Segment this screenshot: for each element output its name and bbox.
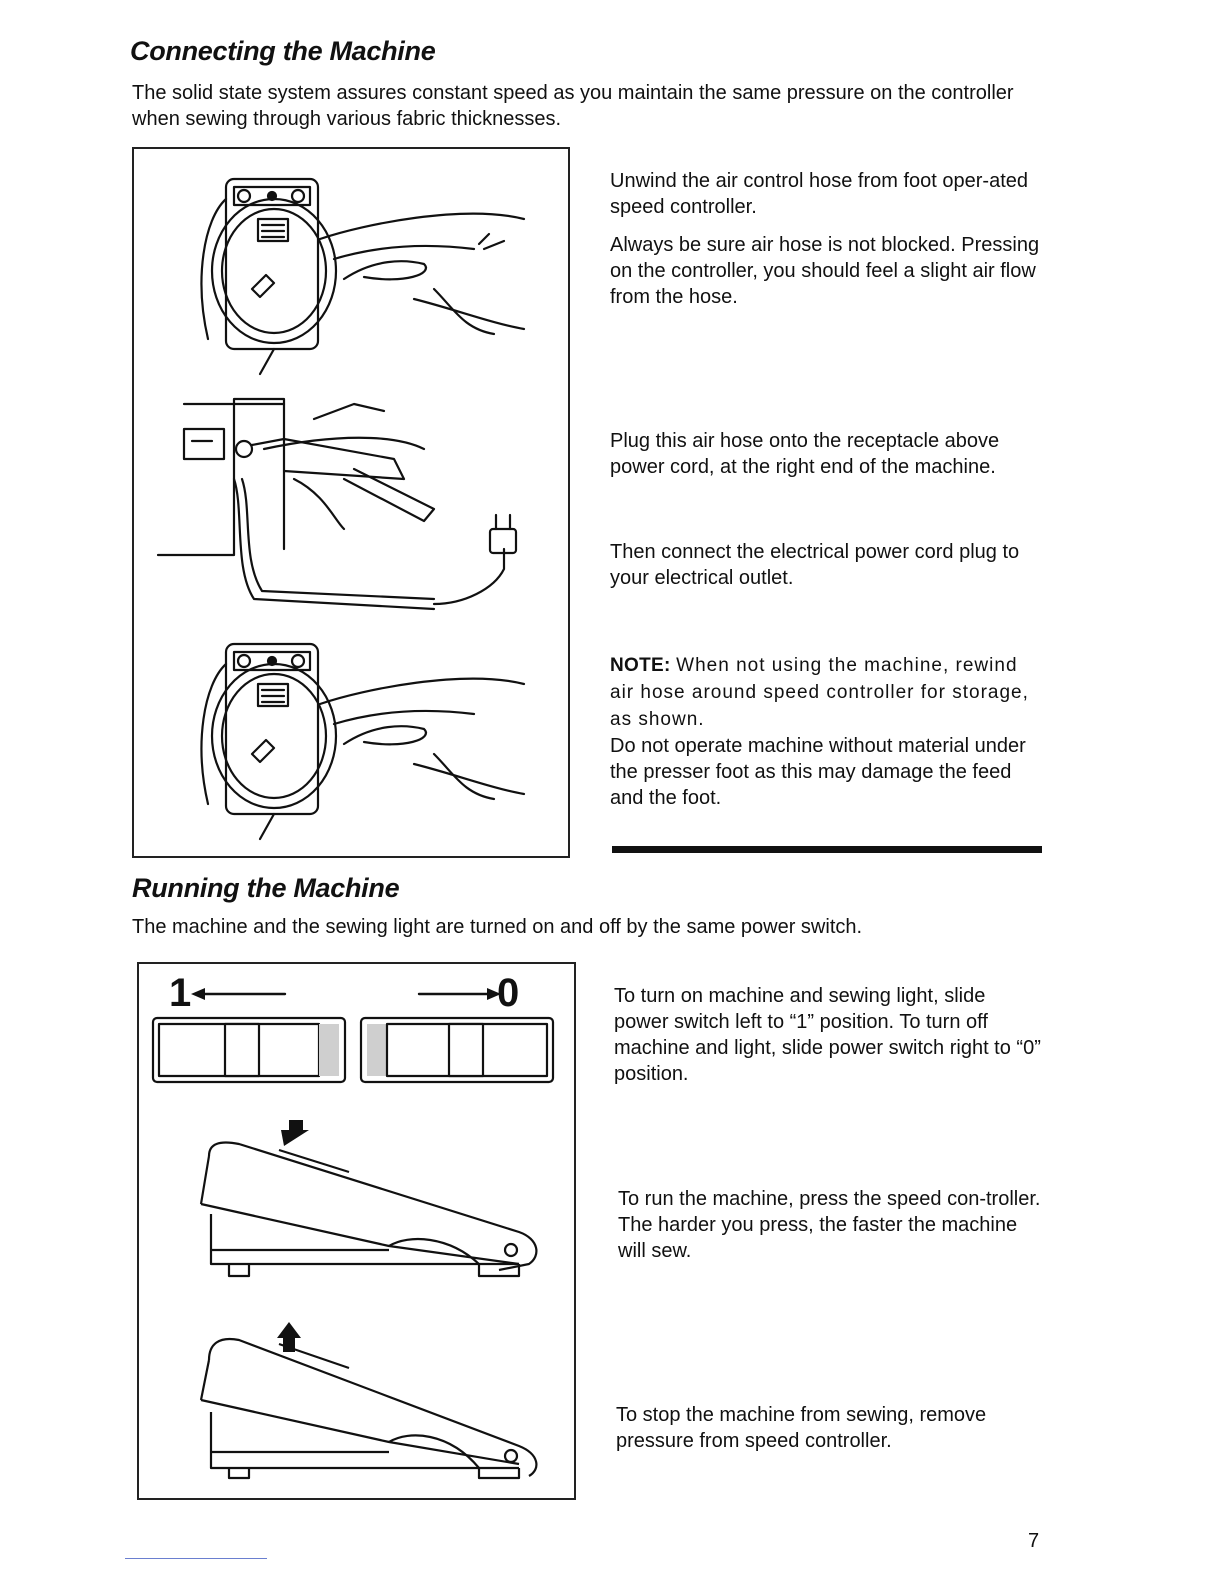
- switch-off-label: 0: [497, 971, 520, 1015]
- note-warning: Do not operate machine without material under the presser foot as this may damage the feed and the foot.: [610, 735, 1026, 809]
- connecting-illustration: [134, 149, 568, 856]
- release-arrow: [277, 1322, 301, 1338]
- paragraph-plug-hose: Plug this air hose onto the receptacle above power cord, at the right end of the machine.: [610, 430, 1000, 478]
- paragraph-air-hose-check: Always be sure air hose is not blocked. Pressing on the controller, you should feel a slight air flow from the hose.: [610, 234, 1040, 308]
- text-column-connecting: [610, 168, 1040, 310]
- switch-on-label: 1: [169, 971, 192, 1015]
- note-label: NOTE:: [610, 655, 671, 676]
- section-intro-running: The machine and the sewing light are turned on and off by the same power switch.: [132, 916, 863, 938]
- arrow-left-head: [191, 988, 205, 1000]
- section-heading-connecting: Connecting the Machine: [130, 36, 436, 66]
- paragraph-connect-cord: Then connect the electrical power cord plug to your electrical outlet.: [610, 541, 1020, 589]
- note-block: [610, 652, 1042, 811]
- page-number: 7: [1028, 1530, 1040, 1552]
- paragraph-switch-usage: To turn on machine and sewing light, slide power switch left to “1” position. To turn off machine and light, slide power switch right to “0” position.: [614, 985, 1041, 1085]
- bottom-rule: [125, 1558, 267, 1559]
- paragraph-run-machine: To run the machine, press the speed con-troller. The harder you press, the faster the machine will sew.: [618, 1188, 1041, 1262]
- section-intro-connecting: The solid state system assures constant speed as you maintain the same pressure on the controller when sewing through various fabric thicknesses.: [132, 82, 1014, 130]
- figure-connecting: [132, 147, 570, 858]
- section-divider: [612, 846, 1042, 853]
- paragraph-stop-machine: To stop the machine from sewing, remove pressure from speed controller.: [616, 1404, 987, 1452]
- running-illustration: [139, 964, 574, 1498]
- paragraph-unwind: Unwind the air control hose from foot oper-ated speed controller.: [610, 170, 1028, 218]
- section-heading-running: Running the Machine: [132, 873, 400, 903]
- note-text: When not using the machine, rewind air hose around speed controller for storage, as shown.: [610, 655, 1029, 730]
- figure-running: [137, 962, 576, 1500]
